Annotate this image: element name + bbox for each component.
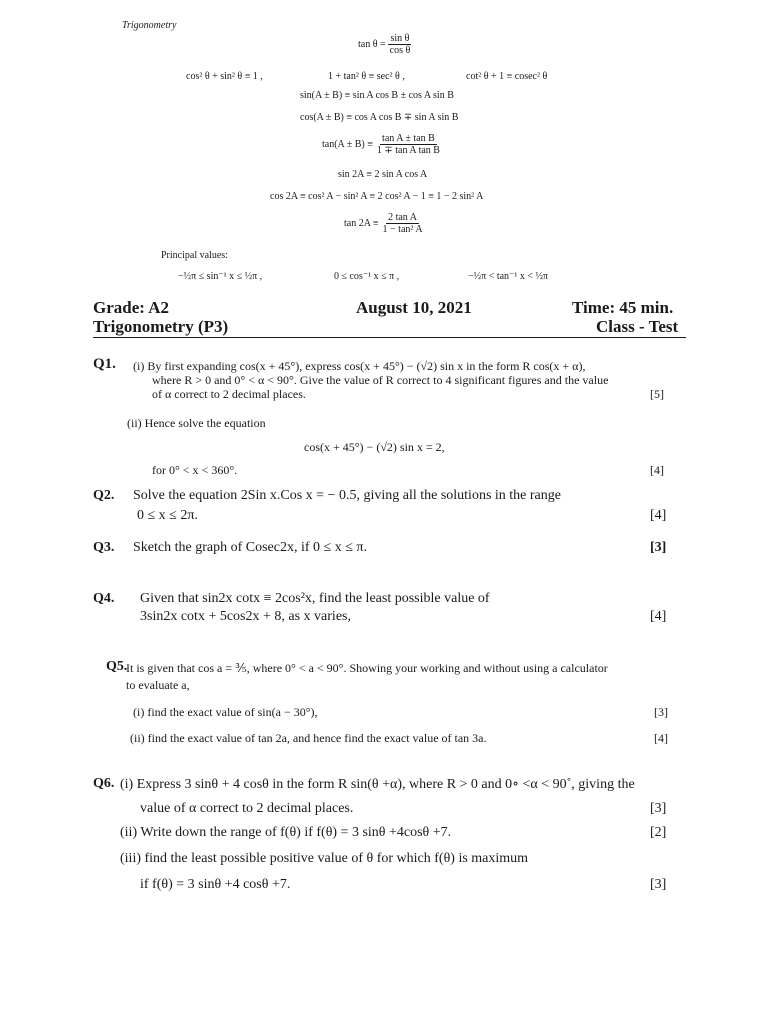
test-date: August 10, 2021: [356, 298, 472, 317]
q3-text: Sketch the graph of Cosec2x, if 0 ≤ x ≤ π.: [133, 540, 367, 555]
pythagorean-identity-1: cos² θ + sin² θ ≡ 1 ,: [186, 71, 263, 82]
tan-lhs: tan θ =: [358, 39, 386, 50]
pythagorean-identity-3: cot² θ + 1 ≡ cosec² θ: [466, 71, 548, 82]
q6-part-iii-line1: (iii) find the least possible positive value of θ for which f(θ) is maximum: [120, 851, 529, 866]
running-title: Trigonometry: [122, 20, 177, 31]
time-allowed: Time: 45 min.: [572, 298, 674, 317]
q1-part-i-line3: of α correct to 2 decimal places.: [152, 387, 306, 401]
q4-line1: Given that sin2x cotx ≡ 2cos²x, find the least possible value of: [140, 591, 490, 606]
q5-line1: It is given that cos a = ⅗, where 0° < a < 90°. Showing your working and without using a calculator: [126, 661, 608, 675]
q1-part-ii-line1: (ii) Hence solve the equation: [127, 416, 266, 430]
tan-double-angle: [344, 212, 427, 235]
q6-part-iii-line2: if f(θ) = 3 sinθ +4 cosθ +7.: [140, 877, 291, 892]
q1-number: Q1.: [93, 356, 116, 372]
q6-part-i-line1: (i) Express 3 sinθ + 4 cosθ in the form R sin(θ +α), where R > 0 and 0∘ <α < 90˚, giving the: [120, 777, 635, 792]
cos-compound-identity: cos(A ± B) ≡ cos A cos B ∓ sin A sin B: [300, 112, 459, 123]
q6-part-i-line2: value of α correct to 2 decimal places.: [140, 801, 354, 816]
q6-part-iii-marks: [3]: [650, 877, 667, 892]
principal-cos: 0 ≤ cos⁻¹ x ≤ π ,: [334, 271, 400, 282]
principal-sin: −½π ≤ sin⁻¹ x ≤ ½π ,: [178, 271, 263, 282]
q3-marks: [3]: [650, 540, 667, 555]
subject-label: Trigonometry (P3): [93, 317, 229, 336]
principal-tan: −½π < tan⁻¹ x < ½π: [468, 271, 549, 282]
tan-compound-identity: [322, 133, 444, 156]
tan2a-den: 1 − tan² A: [382, 224, 423, 235]
q2-marks: [4]: [650, 508, 667, 523]
tan2a-lhs: tan 2A ≡: [344, 218, 379, 229]
q4-line2: 3sin2x cotx + 5cos2x + 8, as x varies,: [140, 609, 351, 624]
principal-values-label: Principal values:: [161, 250, 228, 261]
q1-part-ii-marks: [4]: [650, 463, 664, 477]
q6-number: Q6.: [93, 776, 115, 791]
grade-label: Grade: A2: [93, 298, 170, 317]
tan-sum-den: 1 ∓ tan A tan B: [376, 145, 440, 156]
tan-den: cos θ: [389, 45, 411, 56]
sin-double-angle: sin 2A ≡ 2 sin A cos A: [338, 169, 428, 180]
q5-part-i-marks: [3]: [654, 705, 668, 719]
q6-part-ii-marks: [2]: [650, 825, 667, 840]
tan-num: sin θ: [390, 33, 410, 44]
q2-line2: 0 ≤ x ≤ 2π.: [137, 508, 198, 523]
q5-part-ii: (ii) find the exact value of tan 2a, and hence find the exact value of tan 3a.: [130, 731, 487, 745]
q5-part-i: (i) find the exact value of sin(a − 30°),: [133, 705, 318, 719]
q2-number: Q2.: [93, 488, 115, 503]
q1-part-i-line2: where R > 0 and 0° < α < 90°. Give the value of R correct to 4 significant figures and the value: [152, 373, 609, 387]
cos-double-angle: cos 2A ≡ cos² A − sin² A ≡ 2 cos² A − 1 ≡ 1 − 2 sin² A: [270, 191, 484, 202]
class-label: Class - Test: [596, 317, 679, 336]
tan2a-num: 2 tan A: [388, 212, 417, 223]
tan-sum-lhs: tan(A ± B) ≡: [322, 139, 373, 150]
q6-part-i-marks: [3]: [650, 801, 667, 816]
q1-part-i-marks: [5]: [650, 387, 664, 401]
q1-part-ii-equation: cos(x + 45°) − (√2) sin x = 2,: [304, 440, 445, 454]
q1-part-i-line1: (i) By first expanding cos(x + 45°), express cos(x + 45°) − (√2) sin x in the form R cos(x + α),: [133, 359, 586, 373]
q3-number: Q3.: [93, 540, 115, 555]
q5-line2: to evaluate a,: [126, 678, 190, 692]
q5-part-ii-marks: [4]: [654, 731, 668, 745]
pythagorean-identity-2: 1 + tan² θ ≡ sec² θ ,: [328, 71, 405, 82]
sin-compound-identity: sin(A ± B) ≡ sin A cos B ± cos A sin B: [300, 90, 454, 101]
q6-part-ii: (ii) Write down the range of f(θ) if f(θ) = 3 sinθ +4cosθ +7.: [120, 825, 452, 840]
q5-number: Q5.: [106, 659, 128, 674]
tan-identity: [358, 33, 414, 56]
tan-sum-num: tan A ± tan B: [382, 133, 435, 144]
q4-marks: [4]: [650, 609, 667, 624]
q1-part-ii-range: for 0° < x < 360°.: [152, 463, 238, 477]
q4-number: Q4.: [93, 591, 115, 606]
q2-line1: Solve the equation 2Sin x.Cos x = − 0.5, giving all the solutions in the range: [133, 488, 561, 503]
